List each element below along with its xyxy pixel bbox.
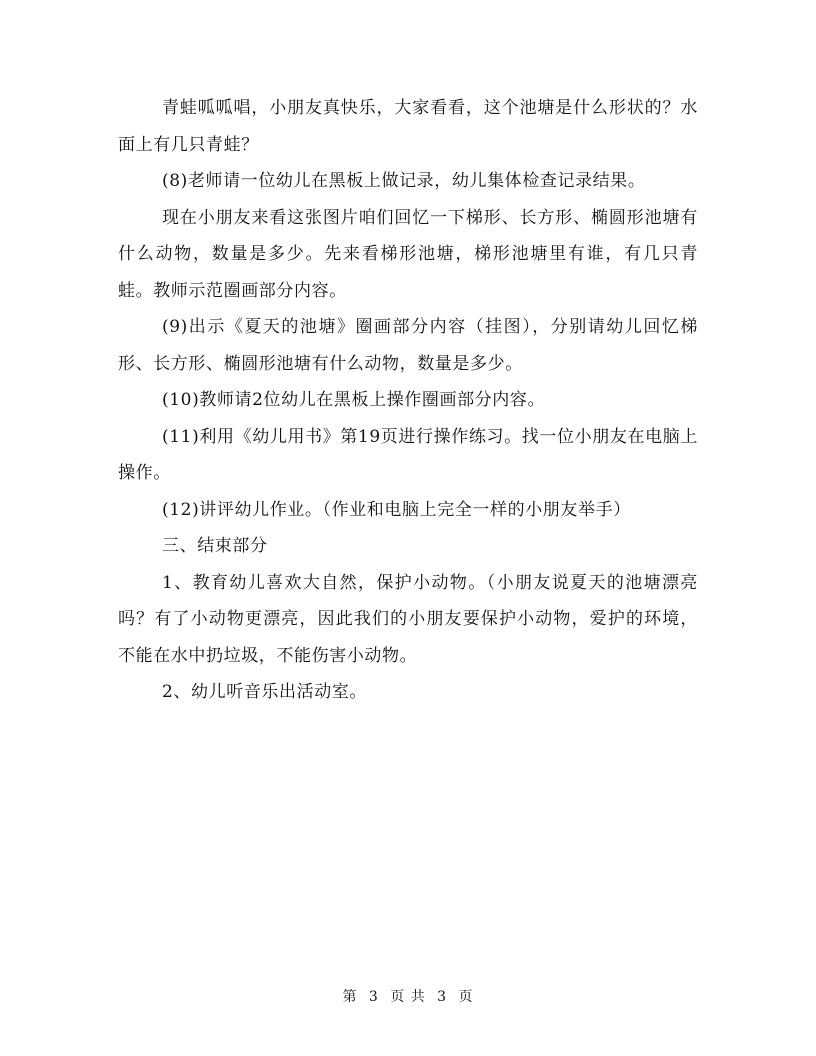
paragraph: 青蛙呱呱唱，小朋友真快乐，大家看看，这个池塘是什么形状的？水面上有几只青蛙？: [118, 98, 698, 155]
footer-prefix: 第: [342, 989, 358, 1005]
paragraph: (10)教师请2位幼儿在黑板上操作圈画部分内容。: [162, 390, 546, 410]
page-footer: [0, 986, 816, 1006]
current-page-number: 3: [368, 989, 379, 1005]
paragraph: 现在小朋友来看这张图片咱们回忆一下梯形、长方形、椭圆形池塘有什么动物，数量是多少。先来看梯形池塘，梯形池塘里有谁，有几只青蛙。教师示范圈画部分内容。: [118, 207, 698, 301]
paragraph: (12)讲评幼儿作业。（作业和电脑上完全一样的小朋友举手）: [162, 499, 631, 520]
footer-suffix: 页: [458, 989, 474, 1005]
paragraph: (11)利用《幼儿用书》第19页进行操作练习。找一位小朋友在电脑上操作。: [118, 426, 698, 483]
section-heading: 三、结束部分: [162, 536, 268, 556]
paragraph: 2、幼儿听音乐出活动室。: [162, 682, 368, 702]
paragraph: (8)老师请一位幼儿在黑板上做记录，幼儿集体检查记录结果。: [162, 171, 646, 191]
total-page-number: 3: [437, 989, 448, 1005]
document-body: [118, 90, 698, 711]
paragraph: 1、教育幼儿喜欢大自然，保护小动物。（小朋友说夏天的池塘漂亮吗？有了小动物更漂亮，因此我们的小朋友要保护小动物，爱护的环境，不能在水中扔垃圾，不能伤害小动物。: [118, 572, 698, 666]
paragraph: (9)出示《夏天的池塘》圈画部分内容（挂图），分别请幼儿回忆梯形、长方形、椭圆形池塘有什么动物，数量是多少。: [118, 317, 698, 374]
footer-middle: 页 共: [390, 989, 426, 1005]
